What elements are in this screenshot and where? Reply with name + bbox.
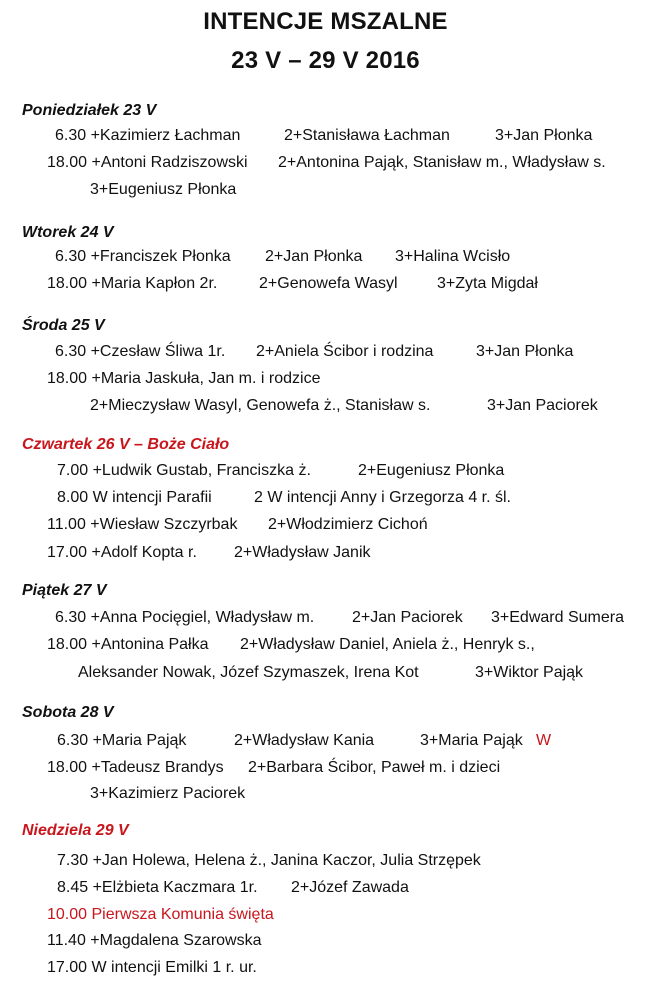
intention-3: 3+Jan Płonka [495, 127, 593, 144]
intention-2: 2+Jan Paciorek [352, 609, 463, 626]
intention-3-mark: W [536, 732, 552, 749]
day-heading-tuesday: Wtorek 24 V [22, 224, 114, 241]
intention-3: 3+Halina Wcisło [395, 248, 511, 265]
intention-3: 3+Wiktor Pająk [475, 664, 584, 681]
date-range: 23 V – 29 V 2016 [231, 47, 420, 74]
intention-3: 3+Jan Płonka [476, 343, 574, 360]
intention-1: 8.45 +Elżbieta Kaczmarа 1r. [57, 879, 258, 896]
intention-2: 2+Władysław Janik [234, 544, 371, 561]
intention-2-cont: Aleksander Nowak, Józef Szymaszek, Irena Kot [78, 664, 419, 681]
intention-2: 2+Aniela Ścibor i rodzina [256, 343, 434, 360]
intention-3: 3+Maria Pająk [420, 732, 523, 749]
intention-2: 2+Włodzimierz Cichoń [268, 516, 428, 533]
intention-1: 8.00 W intencji Parafii [57, 489, 212, 506]
intention-1: 18.00 +Maria Jaskuła, Jan m. i rodzice [47, 370, 321, 387]
intention-1: 6.30 +Franciszek Płonka [55, 248, 231, 265]
day-heading-friday: Piątek 27 V [22, 582, 107, 599]
day-heading-saturday: Sobota 28 V [22, 704, 114, 721]
intention-2: 2+Władysław Kania [234, 732, 375, 749]
intention-3: 3+Eugeniusz Płonka [90, 181, 237, 198]
intention-2: 2+Eugeniusz Płonka [358, 462, 505, 479]
intention-1: 7.00 +Ludwik Gustab, Franciszka ż. [57, 462, 311, 479]
intention-1: 18.00 +Antoni Radziszowski [47, 154, 248, 171]
intention-1: 6.30 +Kazimierz Łachman [55, 127, 241, 144]
intention-1: 6.30 +Anna Pocięgiel, Władysław m. [55, 609, 315, 626]
intention-2: 2+Mieczysław Wasyl, Genowefa ż., Stanisław s. [90, 397, 431, 414]
intention-1: 18.00 +Tadeusz Brandys [47, 759, 224, 776]
day-heading-thursday: Czwartek 26 V – Boże Ciało [22, 436, 230, 453]
day-heading-monday: Poniedziałek 23 V [22, 102, 157, 119]
day-heading-sunday: Niedziela 29 V [22, 822, 129, 839]
intention-1: 17.00 +Adolf Kopta r. [47, 544, 197, 561]
first-communion-note: 10.00 Pierwsza Komunia święta [47, 906, 274, 923]
intention-2: 2+Władysław Daniel, Aniela ż., Henryk s., [240, 636, 535, 653]
intention-1: 11.00 +Wiesław Szczyrbak [47, 516, 238, 533]
intention-2: 2+Jan Płonka [265, 248, 363, 265]
intention-3: 3+Kazimierz Paciorek [90, 785, 246, 802]
intention-2: 2+Stanisława Łachman [284, 127, 450, 144]
intention-2: 2+Barbara Ścibor, Paweł m. i dzieci [248, 759, 501, 776]
intention-1: 18.00 +Maria Kapłon 2r. [47, 275, 218, 292]
intention-1: 6.30 +Czesław Śliwa 1r. [55, 343, 226, 360]
intention-2: 2 W intencji Anny i Grzegorza 4 r. śl. [254, 489, 511, 506]
intention-3: 3+Edward Sumera [491, 609, 624, 626]
intention-2: 2+Antonina Pająk, Stanisław m., Władysław s. [278, 154, 606, 171]
intention-1: 18.00 +Antonina Pałka [47, 636, 209, 653]
intention-3: 3+Jan Paciorek [487, 397, 598, 414]
intention-1: 6.30 +Maria Pająk [57, 732, 187, 749]
intention-2: 2+Genowefa Wasyl [259, 275, 398, 292]
day-heading-wednesday: Środa 25 V [22, 317, 105, 334]
intention-1: 17.00 W intencji Emilki 1 r. ur. [47, 959, 257, 976]
intention-3: 3+Zyta Migdał [437, 275, 538, 292]
intention-1: 7.30 +Jan Holewa, Helena ż., Janina Kaczor, Julia Strzępek [57, 852, 481, 869]
intention-1: 11.40 +Magdalena Szarowska [47, 932, 262, 949]
intention-2: 2+Józef Zawada [291, 879, 409, 896]
page-title: INTENCJE MSZALNE [203, 8, 448, 35]
